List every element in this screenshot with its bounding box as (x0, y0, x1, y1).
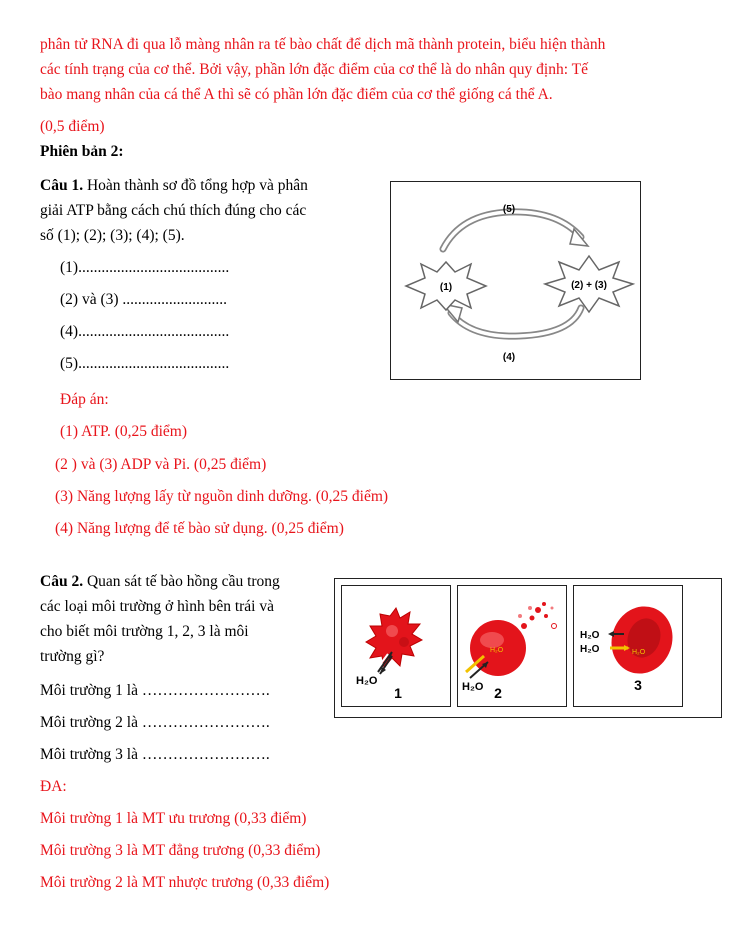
q2-answer-3: Môi trường 2 là MT nhược trương (0,33 điểm) (40, 874, 330, 891)
q2-answer-title: ĐA: (40, 778, 67, 795)
q1-answer-3: (3) Năng lượng lấy từ nguồn dinh dưỡng. (0,25 điểm) (55, 488, 389, 505)
panel2-water-small: H₂O (490, 647, 504, 654)
panel-3 (573, 585, 683, 707)
intro-line-3: bào mang nhân của cá thể A thì sẽ có phần lớn đặc điểm của cơ thể giống cá thể A. (40, 86, 553, 103)
panel2-water-label: H₂O (462, 681, 484, 693)
q2-text: Quan sát tế bào hồng cầu trong (83, 573, 280, 590)
panel3-water-top: H₂O (580, 630, 600, 641)
intro-line-2: các tính trạng của cơ thể. Bởi vậy, phần lớn đặc điểm của cơ thể là do nhân quy định: Tế (40, 61, 588, 78)
version-title: Phiên bản 2: (40, 143, 124, 160)
intro-score: (0,5 điểm) (40, 118, 105, 135)
panel1-water-label: H₂O (356, 675, 378, 687)
diagram-label-right: (2) + (3) (571, 280, 607, 291)
diagram-label-bottom: (4) (502, 352, 516, 363)
q1-text-line-2: giải ATP bằng cách chú thích đúng cho các (40, 202, 307, 219)
intro-line-1: phân tử RNA đi qua lỗ màng nhân ra tế bào chất để dịch mã thành protein, biểu hiện thành (40, 36, 606, 53)
atp-cycle-diagram (390, 181, 641, 380)
panel-2 (457, 585, 567, 707)
q1-answer-title: Đáp án: (60, 391, 109, 408)
diagram-label-left: (1) (439, 282, 453, 293)
q2-blank-3: Môi trường 3 là ……………………. (40, 746, 270, 763)
panel1-number: 1 (394, 685, 402, 701)
q2-answer-1: Môi trường 1 là MT ưu trương (0,33 điểm) (40, 810, 307, 827)
q2-blank-2: Môi trường 2 là ……………………. (40, 714, 270, 731)
red-blood-cell-figure (334, 578, 722, 718)
panel3-water-small: H₂O (632, 649, 646, 656)
panel3-water-bottom: H₂O (580, 644, 600, 655)
panel3-number: 3 (634, 677, 642, 693)
panel2-number: 2 (494, 685, 502, 701)
q2-text-line-4: trường gì? (40, 648, 105, 665)
atp-cycle-svg (391, 182, 640, 379)
panel-1 (341, 585, 451, 707)
q1-label: Câu 1. (40, 177, 84, 194)
q2-text-line-3: cho biết môi trường 1, 2, 3 là môi (40, 623, 249, 640)
top-cycle-arrow (443, 212, 581, 249)
q2-text-line-2: các loại môi trường ở hình bên trái và (40, 598, 274, 615)
crenated-cell-icon (366, 608, 422, 668)
q1-answer-4: (4) Năng lượng để tế bào sử dụng. (0,25 điểm) (55, 520, 344, 537)
q1-text: Hoàn thành sơ đồ tổng hợp và phân (83, 177, 308, 194)
q1-blank-2: (2) và (3) ........................... (60, 291, 228, 308)
q1-blank-3: (4)....................................... (60, 323, 230, 340)
q1-text-line-3: số (1); (2); (3); (4); (5). (40, 227, 185, 244)
q2-text-line-1 (40, 573, 280, 591)
q1-text-line-1 (40, 177, 308, 195)
q1-answer-2: (2 ) và (3) ADP và Pi. (0,25 điểm) (55, 456, 267, 473)
diagram-label-top: (5) (502, 204, 516, 215)
bottom-cycle-arrow (451, 308, 581, 336)
q2-answer-2: Môi trường 3 là MT đẳng trương (0,33 điểm) (40, 842, 321, 859)
q1-answer-1: (1) ATP. (0,25 điểm) (60, 423, 188, 440)
q2-blank-1: Môi trường 1 là ……………………. (40, 682, 270, 699)
q1-blank-4: (5)....................................... (60, 355, 230, 372)
q2-label: Câu 2. (40, 573, 84, 590)
q1-blank-1: (1)....................................... (60, 259, 230, 276)
